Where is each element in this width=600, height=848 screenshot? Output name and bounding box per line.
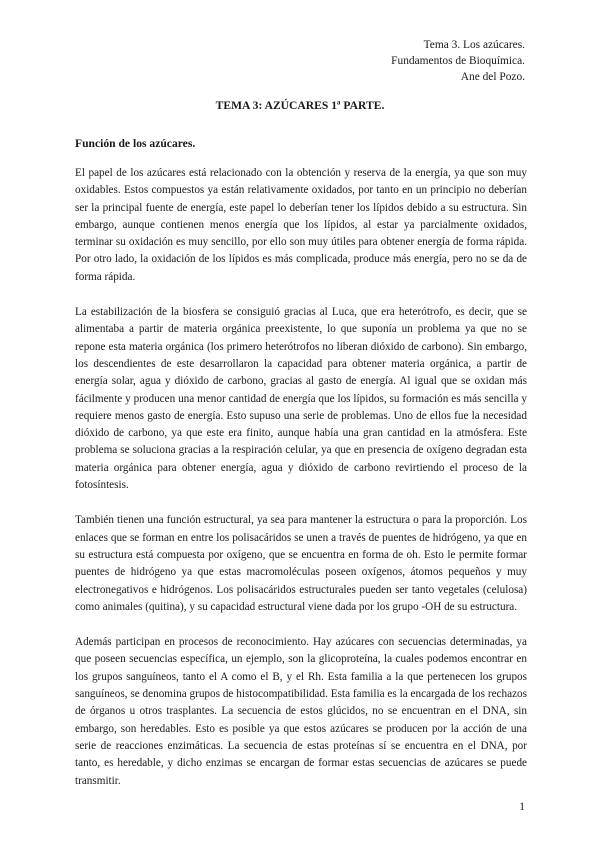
page-header — [225, 37, 525, 85]
paragraph-energy: El papel de los azúcares está relacionado con la obtención y reserva de la energía, ya que son muy oxidables. Estos compuestos ya están relativamente oxidados, por tanto en un principio no deberían ser la principal fuente de energía, este papel lo deberían tener los lípidos debido a su estructura. Sin embargo, aunque contienen menos energía que los lípidos, al estar ya parcialmente oxidados, terminar su oxidación es muy sencillo, por ello son muy útiles para obtener energía de forma rápida. Por otro lado, la oxidación de los lípidos es más complicada, produce más energía, pero no se da de forma rápida. — [75, 167, 527, 283]
page-number: 1 — [519, 801, 525, 813]
paragraph-biosphere: La estabilización de la biosfera se consiguió gracias al Luca, que era heterótrofo, es decir, que se alimentaba a partir de materia orgánica preexistente, lo que suponía un problema ya que no se repone esta materia orgánica (los primero heterótrofos no liberan dióxido de carbono). Sin embargo, los descendientes de este desarrollaron la capacidad para obtener materia orgánica, a partir de energía solar, agua y dióxido de carbono, gracias al gasto de energía. Al igual que se oxidan más fácilmente y producen una menor cantidad de energía que los lípidos, su formación es más sencilla y requiere menos gasto de energía. Esto supuso una serie de problemas. Uno de ellos fue la necesidad dióxido de carbono, ya que este era finito, aunque había una gran cantidad en la atmósfera. Este problema se soluciona gracias a la respiración celular, ya que en presencia de oxígeno degradan esta materia orgánica para obtener energía, agua y dióxido de carbono revirtiendo el proceso de la fotosíntesis. — [75, 306, 527, 492]
header-course: Fundamentos de Bioquímica. — [391, 55, 525, 67]
paragraph-recognition: Además participan en procesos de reconocimiento. Hay azúcares con secuencias determinadas, ya que poseen secuencias específica, un ejemplo, son la glicoproteína, la cuales podemos encontrar en los grupos sanguíneos, tanto el A como el B, y el Rh. Esta familia a la que pertenecen los grupos sanguíneos, se denomina grupos de histocompatibilidad. Esta familia es la encargada de los rechazos de órganos u otros trasplantes. La secuencia de estos glúcidos, no se encuentran en el DNA, sin embargo, son heredables. Esto es posible ya que estos azúcares se producen por la acción de una serie de reacciones enzimáticas. La secuencia de estas proteínas sí se encuentra en el DNA, por tanto, es heredable, y dicho enzimas se encargan de formar estas secuencias de azúcares se puede transmitir. — [75, 636, 527, 787]
paragraph-structure: También tienen una función estructural, ya sea para mantener la estructura o para la proporción. Los enlaces que se forman en entre los polisacáridos se unen a través de puentes de hidrógeno, ya que en su estructura está compuesta por oxígeno, que se encuentra en forma de oh. Esto le permite formar puentes de hidrógeno ya que estas macromoléculas poseen oxígenos, átomos pequeños y muy electronegativos e hidrógenos. Los polisacáridos estructurales pueden ser tanto vegetales (celulosa) como animales (quitina), y su capacidad estructural viene dada por los grupo -OH de su estructura. — [75, 514, 527, 613]
document-body — [75, 165, 527, 808]
header-author: Ane del Pozo. — [460, 71, 525, 83]
section-title: Función de los azúcares. — [75, 137, 196, 150]
header-topic: Tema 3. Los azúcares. — [423, 39, 525, 51]
document-title: TEMA 3: AZÚCARES 1ª PARTE. — [215, 99, 385, 112]
